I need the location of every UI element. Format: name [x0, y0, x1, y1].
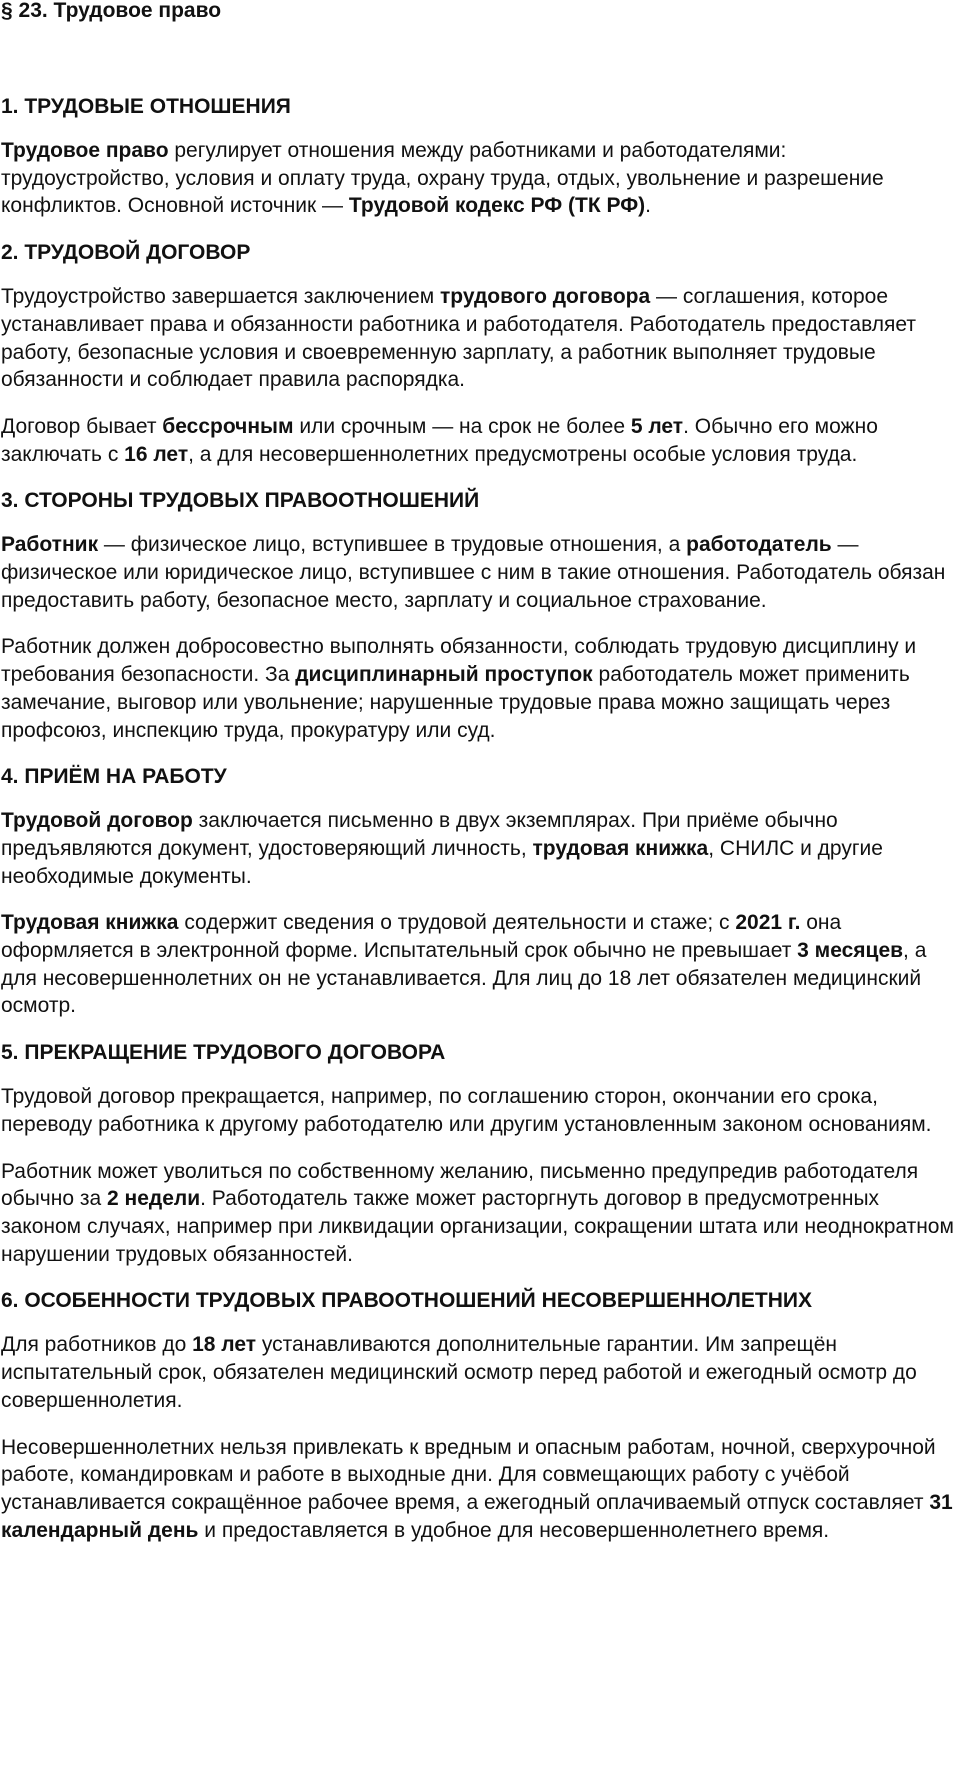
- text-run: Работник должен добросовестно выполнять обязанности, соблюдать трудовую дисциплину и требования безопасности. За: [1, 635, 917, 687]
- section-minors: [1, 1287, 959, 1544]
- text-run: регулирует отношения между работниками и работодателями: трудоустройство, условия и оплату труда, охрану труда, отдых, увольнение и разрешение конфликтов. Основной источник —: [1, 139, 884, 218]
- bold-term: трудового договора: [439, 285, 651, 309]
- text-run: Несовершеннолетних нельзя привлекать к вредным и опасным работам, ночной, сверхурочной работе, командировкам и работе в выходные дни. Для совмещающих работу с учёбой устанавливается сокращённое рабочее время, а ежегодный оплачиваемый отпуск составляет: [1, 1435, 936, 1514]
- bold-term: бессрочным: [162, 414, 294, 438]
- text-run: работодатель может применить замечание, выговор или увольнение; нарушенные трудовые права можно защищать через профсоюз, инспекцию труда, прокуратуру или суд.: [1, 663, 910, 742]
- paragraph: [1, 807, 959, 890]
- text-run: , СНИЛС и другие необходимые документы.: [1, 836, 883, 888]
- paragraph: [1, 137, 959, 220]
- bold-term: 3 месяцев: [797, 939, 904, 963]
- text-run: или срочным — на срок не более: [293, 414, 631, 438]
- text-run: Работник может уволиться по собственному желанию, письменно предупредив работодателя обычно за: [1, 1159, 919, 1211]
- section-hiring: [1, 763, 959, 1020]
- bold-term: Трудовое право: [1, 139, 169, 162]
- section-labor-contract: [1, 239, 959, 468]
- paragraph: [1, 1434, 959, 1545]
- text-run: — физическое лицо, вступившее в трудовые отношения, а: [98, 533, 687, 557]
- bold-term: 18 лет: [192, 1333, 257, 1357]
- paragraph: [1, 531, 959, 614]
- paragraph: [1, 1158, 959, 1269]
- text-run: — соглашения, которое устанавливает права и обязанности работника и работодателя. Работодатель предоставляет работу, безопасные условия и своевременную зарплату, а работник выполняет трудовые обязанности и соблюдает правила распорядка.: [1, 285, 916, 392]
- paragraph: [1, 413, 959, 468]
- bold-term: работодатель: [686, 533, 832, 557]
- bold-term: трудовая книжка: [532, 836, 709, 860]
- text-run: Трудоустройство завершается заключением: [1, 285, 440, 309]
- paragraph: [1, 909, 959, 1020]
- text-run: она оформляется в электронной форме. Испытательный срок обычно не превышает: [1, 911, 842, 963]
- paragraph: [1, 633, 959, 744]
- bold-term: 2 недели: [107, 1187, 201, 1211]
- bold-term: Трудовая книжка: [1, 911, 179, 935]
- text-run: , а для несовершеннолетних он не устанавливается. Для лиц до 18 лет обязателен медицинский осмотр.: [1, 939, 927, 1018]
- bold-term: дисциплинарный проступок: [295, 663, 593, 687]
- paragraph: [1, 1331, 959, 1414]
- section-heading: 2. ТРУДОВОЙ ДОГОВОР: [1, 241, 251, 265]
- bold-term: Работник: [1, 533, 99, 557]
- bold-term: Трудовой договор: [1, 809, 193, 833]
- text-run: Договор бывает: [1, 414, 163, 438]
- section-parties: [1, 487, 959, 744]
- section-termination: [1, 1039, 959, 1268]
- text-run: . Работодатель также может расторгнуть договор в предусмотренных законом случаях, например при ликвидации организации, сокращении штата или неоднократном нарушении трудовых обязанностей.: [1, 1187, 954, 1266]
- section-heading: 5. ПРЕКРАЩЕНИЕ ТРУДОВОГО ДОГОВОРА: [1, 1041, 446, 1065]
- page-title: § 23. Трудовое право: [1, 0, 222, 22]
- bold-term: 16 лет: [124, 442, 189, 466]
- bold-term: 31 календарный день: [1, 1490, 953, 1542]
- text-run: Для работников до: [1, 1333, 193, 1357]
- paragraph: [1, 283, 959, 394]
- text-run: , а для несовершеннолетних предусмотрены особые условия труда.: [188, 442, 858, 466]
- section-heading: 4. ПРИЁМ НА РАБОТУ: [1, 765, 227, 789]
- section-heading: 1. ТРУДОВЫЕ ОТНОШЕНИЯ: [1, 95, 291, 118]
- bold-term: 2021 г.: [735, 911, 801, 935]
- bold-term: 5 лет: [630, 414, 684, 438]
- text-run: устанавливаются дополнительные гарантии. Им запрещён испытательный срок, обязателен медицинский осмотр перед работой и ежегодный осмотр до совершеннолетия.: [1, 1333, 917, 1412]
- text-run: . Обычно его можно заключать с: [1, 414, 878, 466]
- paragraph: [1, 1083, 959, 1138]
- section-heading: 6. ОСОБЕННОСТИ ТРУДОВЫХ ПРАВООТНОШЕНИЙ НЕСОВЕРШЕННОЛЕТНИХ: [1, 1289, 813, 1313]
- text-run: и предоставляется в удобное для несовершеннолетнего время.: [198, 1518, 830, 1542]
- section-labor-relations: [1, 93, 959, 220]
- text-run: содержит сведения о трудовой деятельности и стаже; с: [178, 911, 736, 935]
- text-run: Трудовой договор прекращается, например, по соглашению сторон, окончании его срока, переводу работника к другому работодателю или другим установленным законом основаниям.: [1, 1085, 932, 1136]
- text-run: заключается письменно в двух экземплярах. При приёме обычно предъявляются документ, удостоверяющий личность,: [1, 809, 838, 860]
- section-heading: 3. СТОРОНЫ ТРУДОВЫХ ПРАВООТНОШЕНИЙ: [1, 489, 480, 513]
- bold-term: Трудовой кодекс РФ (ТК РФ): [348, 194, 646, 218]
- text-run: — физическое или юридическое лицо, вступившее с ним в такие отношения. Работодатель обязан предоставить работу, безопасное место, зарплату и социальное страхование.: [1, 533, 946, 612]
- text-run: .: [645, 194, 651, 218]
